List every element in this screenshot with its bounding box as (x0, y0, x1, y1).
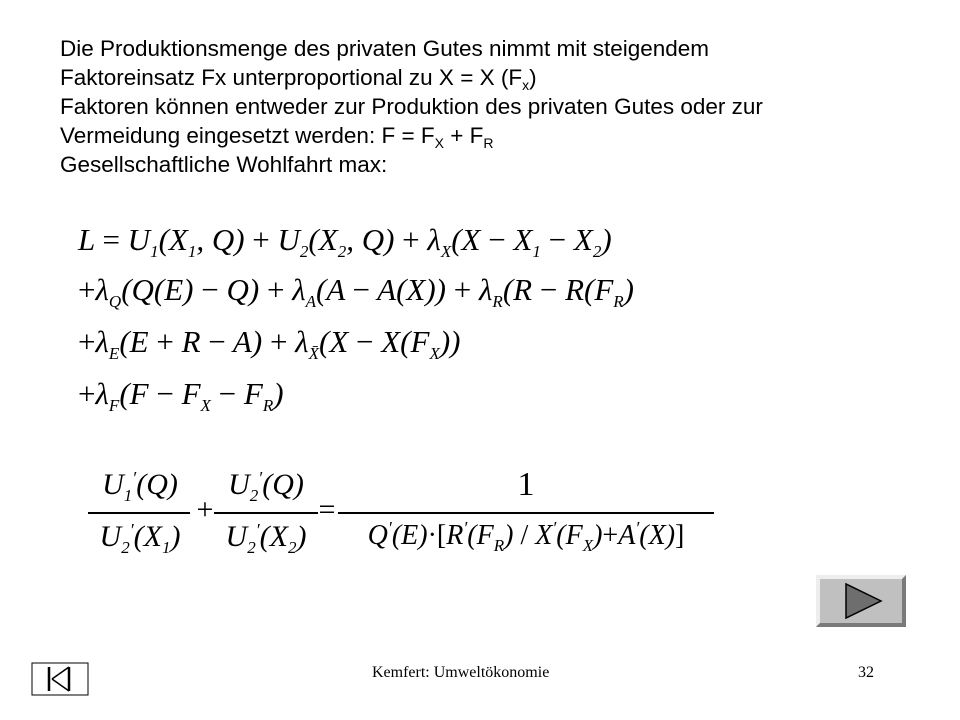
rhs-fraction-bar (338, 512, 714, 514)
intro-line-5: Gesellschaftliche Wohlfahrt max: (60, 152, 388, 177)
term1-fraction-bar (88, 512, 190, 514)
intro-line-1: Die Produktionsmenge des privaten Gutes nimmt mit steigendem (60, 36, 710, 61)
term2-denominator: $U_2'(X_2)$ (225, 520, 307, 557)
next-page-icon (816, 575, 906, 627)
lagrangian-line-2: $+\lambda_Q(Q(E) - Q) + \lambda_A(A - A(X)) + \lambda_R(R - R(F_R)$ (78, 272, 634, 311)
next-page-button[interactable] (816, 575, 906, 627)
equals-sign: = (318, 493, 336, 526)
page-number: 32 (858, 664, 874, 681)
lagrangian-line-4: $+\lambda_F(F - F_X - F_R)$ (78, 376, 284, 415)
term1-denominator: $U_2'(X_1)$ (99, 520, 181, 557)
first-page-button[interactable] (31, 662, 89, 696)
lagrangian-line-1: $L = U_1(X_1$, $Q) + U_2(X_2$, $Q) + \lambda_X(X - X_1 - X_2)$ (78, 222, 612, 261)
intro-text (60, 34, 940, 179)
footer-title: Kemfert: Umweltökonomie (372, 664, 550, 681)
plus-sign: + (196, 493, 214, 526)
lagrangian-line-3: $+\lambda_E(E + R - A) + \lambda_{X̄}(X - X(F_X))$ (78, 324, 461, 363)
rhs-numerator: 1 (517, 466, 535, 503)
intro-line-2: Faktoreinsatz Fx unterproportional zu X = X $(F_x)$ (60, 65, 537, 93)
intro-line-3: Faktoren können entweder zur Produktion des privaten Gutes oder zur (60, 94, 763, 119)
intro-line-4: Vermeidung eingesetzt werden: $F = F_X + F_R$ (60, 123, 494, 151)
rhs-denominator: $Q'(E)\cdot[R'(F_R) / X'(F_X)+A'(X)]$ (367, 518, 685, 555)
term1-numerator: $U_1'(Q)$ (102, 468, 178, 505)
term2-fraction-bar (214, 512, 318, 514)
term2-numerator: $U_2'(Q)$ (228, 468, 304, 505)
first-page-icon (31, 662, 89, 696)
